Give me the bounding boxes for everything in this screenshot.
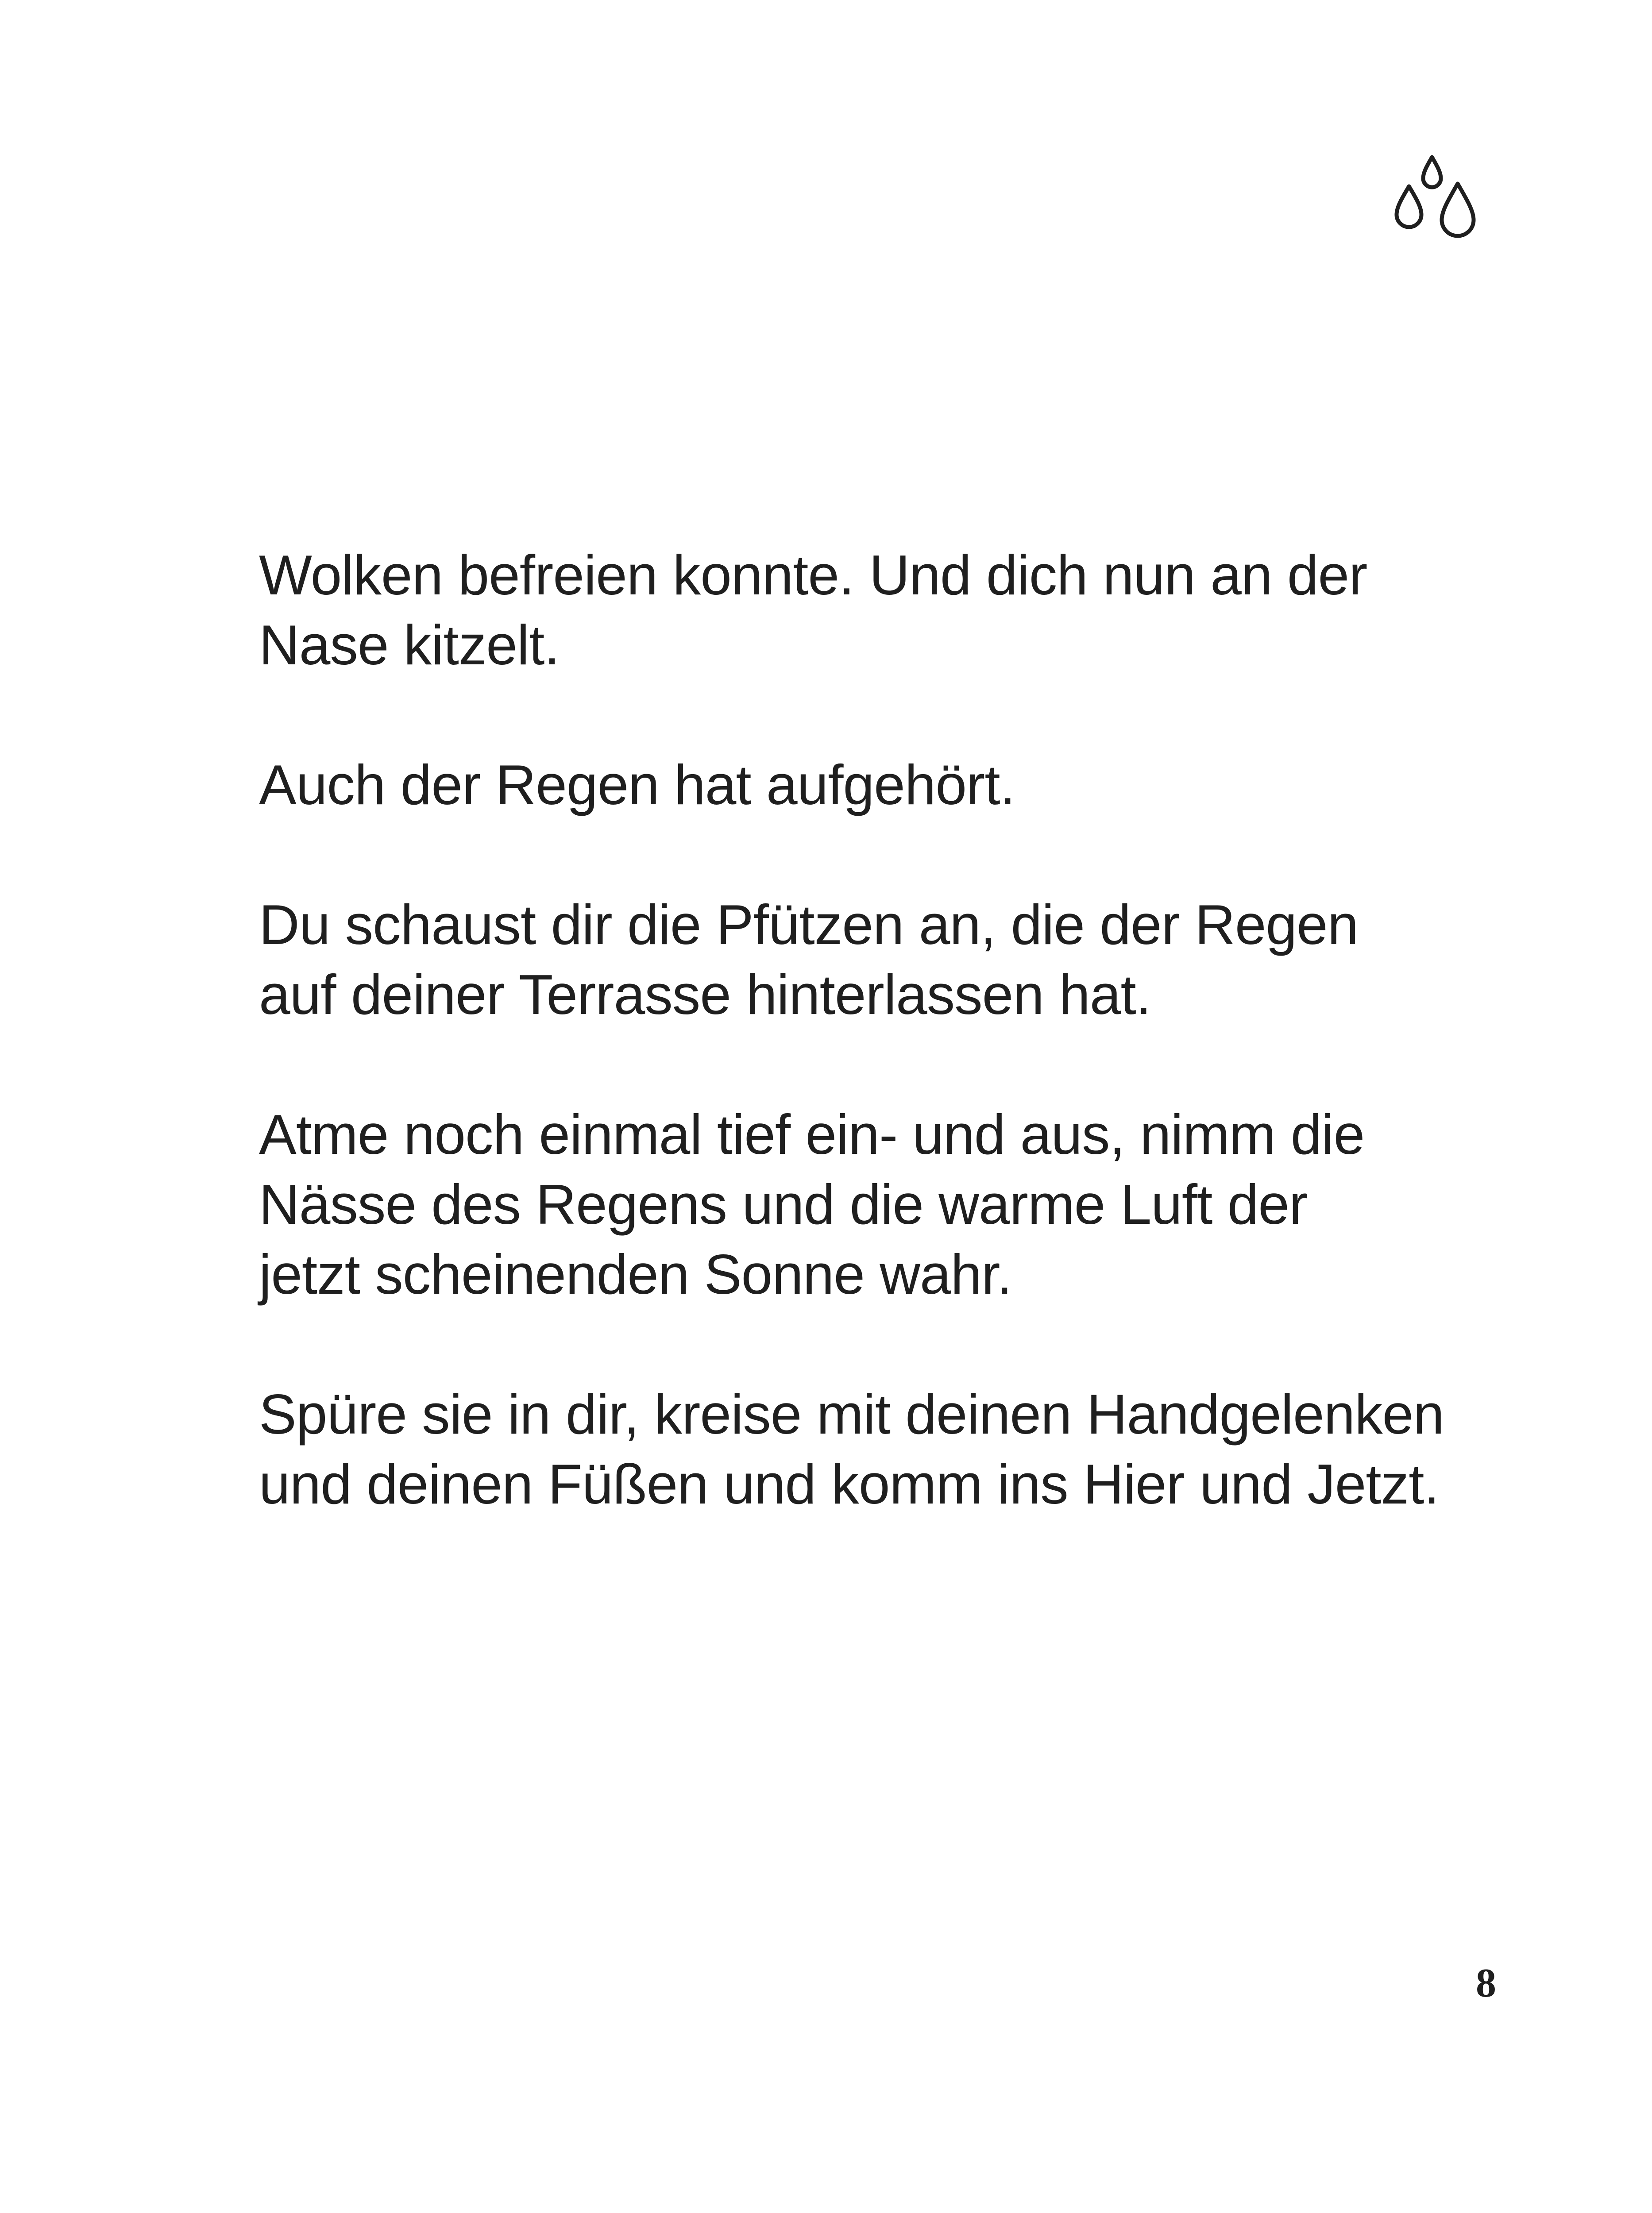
paragraph bbox=[259, 1099, 1521, 1309]
text-line: Atme noch einmal tief ein- und aus, nimm die bbox=[259, 1103, 1365, 1166]
page-number: 8 bbox=[1476, 1960, 1496, 2005]
text-line: Nässe des Regens und die warme Luft der bbox=[259, 1173, 1308, 1236]
raindrops-icon bbox=[1388, 153, 1494, 259]
text-line: und deinen Füßen und komm ins Hier und Jetzt. bbox=[259, 1453, 1439, 1515]
paragraph bbox=[259, 750, 1521, 820]
text-line: Auch der Regen hat aufgehört. bbox=[259, 753, 1015, 816]
text-line: Spüre sie in dir, kreise mit deinen Handgelenken bbox=[259, 1383, 1444, 1446]
text-line: Du schaust dir die Pfützen an, die der Regen bbox=[259, 893, 1359, 956]
paragraph bbox=[259, 540, 1521, 680]
text-line: Nase kitzelt. bbox=[259, 613, 560, 676]
paragraph bbox=[259, 1379, 1521, 1519]
text-line: auf deiner Terrasse hinterlassen hat. bbox=[259, 963, 1151, 1026]
text-line: jetzt scheinenden Sonne wahr. bbox=[259, 1243, 1012, 1306]
body-text bbox=[259, 540, 1521, 1589]
text-line: Wolken befreien konnte. Und dich nun an der bbox=[259, 544, 1367, 606]
paragraph bbox=[259, 890, 1521, 1029]
